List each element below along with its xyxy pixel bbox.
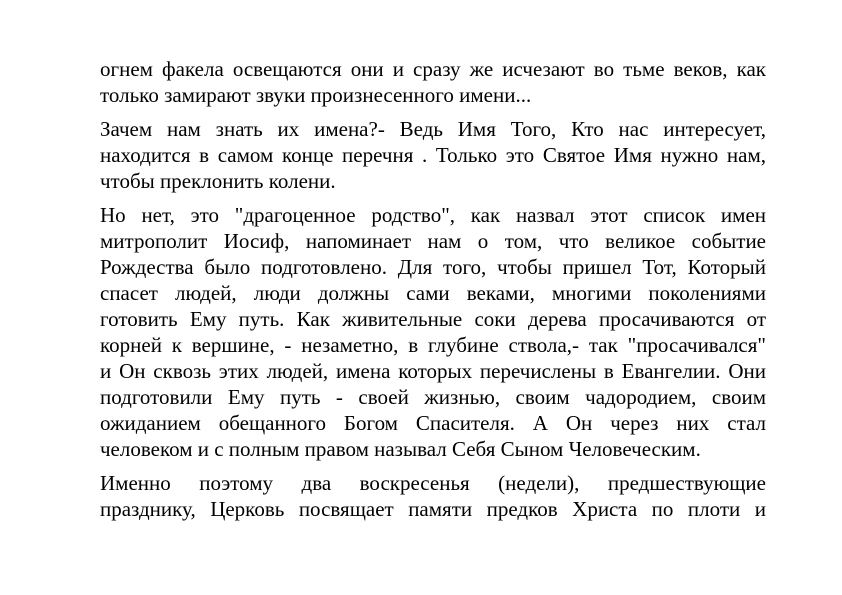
paragraph-2: [100, 116, 766, 194]
paragraph-3: [100, 202, 766, 462]
paragraph-4: [100, 470, 766, 522]
text-line: человеком и с полным правом называл Себя Сыном Человеческим.: [100, 437, 701, 461]
text-line: чтобы преклонить колени.: [100, 169, 336, 193]
text-line: корней к вершине, - незаметно, в глубине ствола,- так "просачивался": [100, 333, 766, 357]
text-line: огнем факела освещаются они и сразу же исчезают во тьме веков, как: [100, 57, 766, 81]
text-line: митрополит Иосиф, напоминает нам о том, что великое событие: [100, 229, 766, 253]
text-line: Рождества было подготовлено. Для того, чтобы пришел Тот, Который: [100, 255, 766, 279]
text-line: готовить Ему путь. Как живительные соки дерева просачиваются от: [100, 307, 766, 331]
text-line: спасет людей, люди должны сами веками, многими поколениями: [100, 281, 766, 305]
text-line: празднику, Церковь посвящает памяти предков Христа по плоти и: [100, 497, 766, 521]
text-line: только замирают звуки произнесенного имени...: [100, 83, 532, 107]
text-line: Но нет, это "драгоценное родство", как назвал этот список имен: [100, 203, 766, 227]
text-line: Именно поэтому два воскресенья (недели), предшествующие: [100, 471, 766, 495]
text-line: Зачем нам знать их имена?- Ведь Имя Того, Кто нас интересует,: [100, 117, 766, 141]
text-block: [100, 56, 766, 530]
text-line: находится в самом конце перечня . Только это Святое Имя нужно нам,: [100, 143, 766, 167]
text-line: и Он сквозь этих людей, имена которых перечислены в Евангелии. Они: [100, 359, 766, 383]
text-line: подготовили Ему путь - своей жизнью, своим чадородием, своим: [100, 385, 766, 409]
paragraph-1: [100, 56, 766, 108]
text-line: ожиданием обещанного Богом Спасителя. А Он через них стал: [100, 411, 766, 435]
